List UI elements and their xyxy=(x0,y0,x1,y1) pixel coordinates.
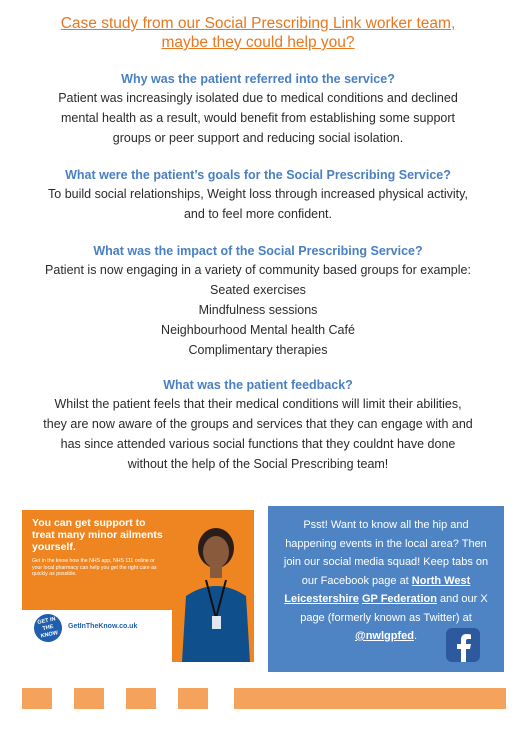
answer-line: they are now aware of the groups and services that they can engage with and xyxy=(43,417,473,431)
ad-body-text: Get in the know how the NHS app, NHS 111 online or your local pharmacy can help you get the right care as quickly as possible. xyxy=(32,558,157,578)
link-x-handle[interactable]: @nwlgpfed xyxy=(354,630,414,642)
title-line-2: maybe they could help you? xyxy=(161,34,355,51)
footer-square xyxy=(178,688,208,709)
link-north-west-leicestershire[interactable]: North West Leicestershire xyxy=(284,574,471,605)
promo-text-3: . xyxy=(413,630,418,642)
section-answer xyxy=(20,184,496,224)
section-question: Why was the patient referred into the service? xyxy=(121,72,395,86)
answer-line: has since attended various social functions that they couldnt have done xyxy=(60,437,456,451)
promo-text: Psst! Want to know all the hip and happening events in the local area? Then join our social media squad! Keep tabs on our Facebook page at xyxy=(283,519,489,587)
promo-text-2: and our X page (formerly known as Twitter) at xyxy=(300,593,488,624)
answer-line: Seated exercises xyxy=(210,283,306,297)
section-question: What was the impact of the Social Prescribing Service? xyxy=(93,244,423,258)
ad-url[interactable]: GetInTheKnow.co.uk xyxy=(68,623,138,630)
facebook-icon[interactable] xyxy=(446,628,480,662)
section-goals xyxy=(20,166,496,224)
answer-line: Neighbourhood Mental health Café xyxy=(161,323,355,337)
answer-line: and to feel more confident. xyxy=(183,207,332,221)
answer-line: groups or peer support and reducing social isolation. xyxy=(112,131,404,145)
section-impact xyxy=(20,242,496,360)
answer-line: Whilst the patient feels that their medical conditions will limit their abilities, xyxy=(54,397,462,411)
section-referral xyxy=(20,70,496,148)
ad-headline: You can get support to treat many minor ailments yourself. xyxy=(32,517,163,553)
footer-square xyxy=(126,688,156,709)
section-answer xyxy=(20,88,496,148)
footer-square xyxy=(74,688,104,709)
answer-line: Complimentary therapies xyxy=(188,343,328,357)
section-feedback xyxy=(20,376,496,474)
title-line-1: Case study from our Social Prescribing Link worker team, xyxy=(60,15,456,32)
answer-line: Mindfulness sessions xyxy=(198,303,318,317)
answer-line: mental health as a result, would benefit from establishing some support xyxy=(61,111,455,125)
answer-line: Patient was increasingly isolated due to medical conditions and declined xyxy=(58,91,458,105)
footer-bar xyxy=(234,688,506,709)
link-gp-federation[interactable]: GP Federation xyxy=(361,593,437,605)
footer-square xyxy=(22,688,52,709)
social-media-promo xyxy=(268,506,504,672)
section-answer xyxy=(20,394,496,474)
section-question: What was the patient feedback? xyxy=(163,378,353,392)
facebook-glyph xyxy=(453,632,473,662)
page-title xyxy=(0,14,516,52)
answer-line: without the help of the Social Prescribing team! xyxy=(127,457,389,471)
section-answer xyxy=(20,260,496,360)
answer-line: To build social relationships, Weight loss through increased physical activity, xyxy=(48,187,468,201)
get-in-the-know-ad[interactable] xyxy=(22,510,254,662)
pharmacist-photo xyxy=(172,518,254,662)
section-question: What were the patient’s goals for the Social Prescribing Service? xyxy=(65,168,451,182)
get-in-the-know-logo: GET IN THE KNOW xyxy=(31,611,64,644)
answer-line: Patient is now engaging in a variety of community based groups for example: xyxy=(45,263,471,277)
